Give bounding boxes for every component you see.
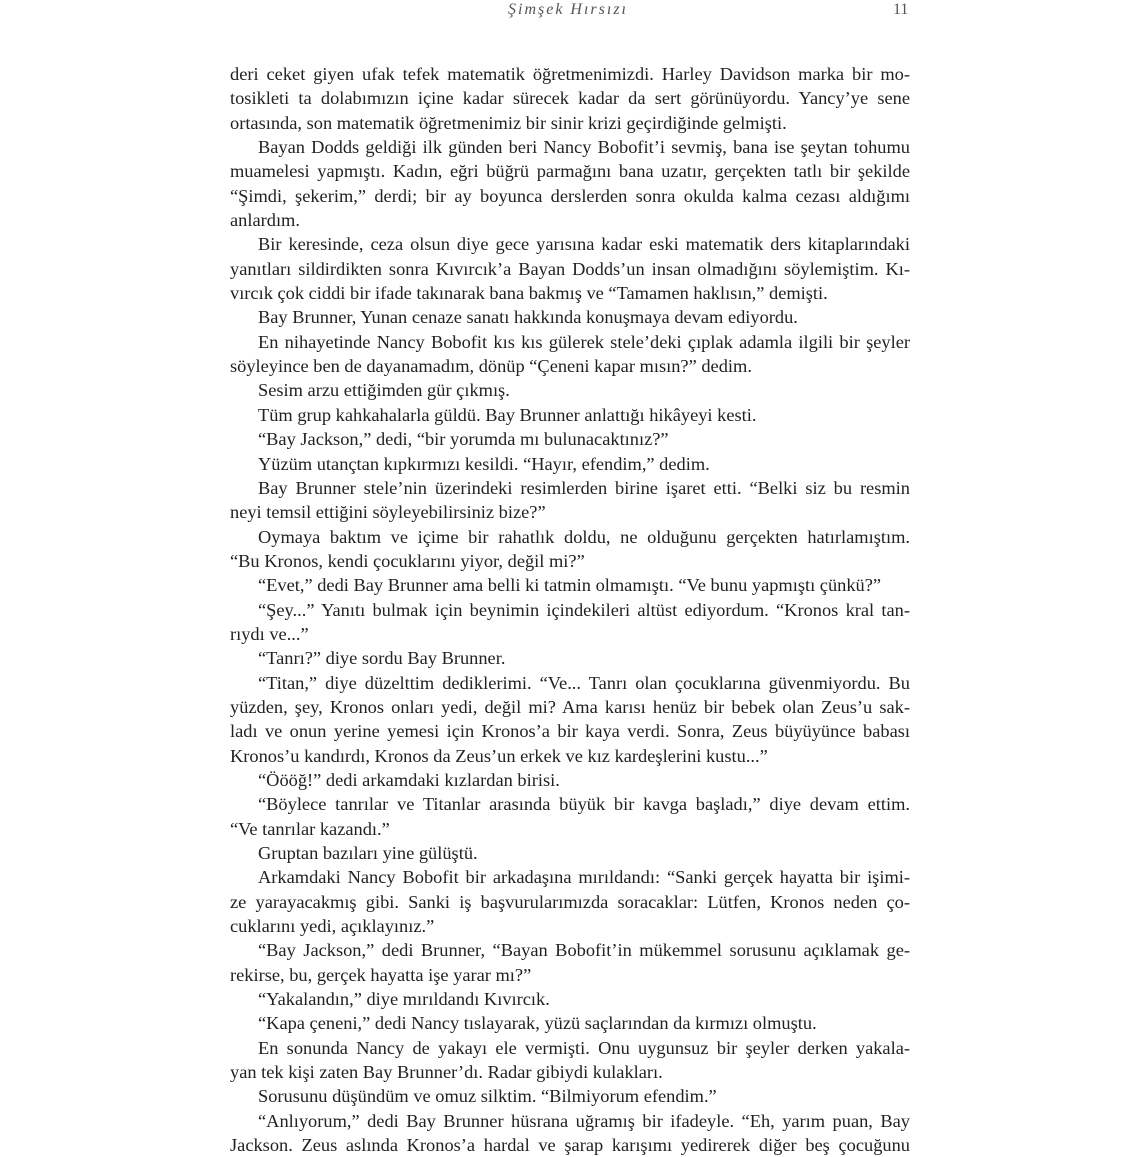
text-line: Tüm grup kahkahalarla güldü. Bay Brunner anlattığı hikâyeyi kesti. — [258, 404, 757, 425]
text-line: vırcık çok ciddi bir ifade takınarak bana bakmış ve “Tamamen haklısın,” demişti. — [230, 283, 828, 304]
text-line: Bayan Dodds geldiği ilk günden beri Nancy Bobofit’i sevmiş, bana ise şeytan tohumu — [258, 137, 910, 158]
body-text — [230, 62, 910, 1157]
text-line: Arkamdaki Nancy Bobofit bir arkadaşına mırıldandı: “Sanki gerçek hayatta bir işimi- — [258, 867, 910, 888]
text-line: “Evet,” dedi Bay Brunner ama belli ki tatmin olmamıştı. “Ve bunu yapmıştı çünkü?” — [258, 575, 882, 596]
running-title: Şimşek Hırsızı — [508, 1, 628, 18]
text-line: yanıtları sildirdikten sonra Kıvırcık’a Bayan Dodds’un insan olmadığını söylemiştim. Kı- — [230, 258, 910, 279]
text-line: deri ceket giyen ufak tefek matematik öğretmenimizdi. Harley Davidson marka bir mo- — [230, 64, 910, 84]
running-header — [0, 0, 1140, 24]
text-line: “Yakalandın,” diye mırıldandı Kıvırcık. — [258, 989, 550, 1010]
text-line: anlardım. — [230, 210, 300, 231]
text-line: Sesim arzu ettiğimden gür çıkmış. — [258, 380, 510, 401]
text-line: Gruptan bazıları yine gülüştü. — [258, 843, 478, 863]
text-line: “Şey...” Yanıtı bulmak için beynimin içindekileri altüst ediyordum. “Kronos kral tan- — [258, 599, 910, 620]
text-line: “Ve tanrılar kazandı.” — [230, 818, 390, 839]
text-line: rıydı ve...” — [230, 623, 309, 644]
text-line: yüzden, şey, Kronos onları yedi, değil mi? Ama karısı henüz bir bebek olan Zeus’u sak- — [230, 696, 910, 717]
text-line: neyi temsil ettiğini söyleyebilirsiniz bize?” — [230, 502, 546, 523]
text-line: Bay Brunner stele’nin üzerindeki resimlerden birine işaret etti. “Belki siz bu resmin — [258, 477, 910, 498]
text-line: rekirse, bu, gerçek hayatta işe yarar mı?” — [230, 964, 532, 985]
text-line: Jackson. Zeus aslında Kronos’a hardal ve şarap karışımı yedirerek diğer beş çocuğunu — [230, 1135, 910, 1156]
text-line: Kronos’u kandırdı, Kronos da Zeus’un erkek ve kız kardeşlerini kustu...” — [230, 745, 768, 766]
text-line: söyleyince ben de dayanamadım, dönüp “Çeneni kapar mısın?” dedim. — [230, 356, 752, 377]
text-line: “Kapa çeneni,” dedi Nancy tıslayarak, yüzü saçlarından da kırmızı olmuştu. — [258, 1013, 817, 1034]
text-line: ze yarayacakmış gibi. Sanki iş başvurularımızda soracaklar: Lütfen, Kronos neden ço- — [230, 891, 910, 912]
text-line: “Öööğ!” dedi arkamdaki kızlardan birisi. — [258, 769, 560, 790]
text-line: cuklarını yedi, açıklayınız.” — [230, 916, 435, 937]
text-line: Yüzüm utançtan kıpkırmızı kesildi. “Hayır, efendim,” dedim. — [258, 453, 710, 474]
text-line: Sorusunu düşündüm ve omuz silktim. “Bilmiyorum efendim.” — [258, 1086, 717, 1107]
text-line: En sonunda Nancy de yakayı ele vermişti. Onu uygunsuz bir şeyler derken yakala- — [258, 1037, 910, 1058]
text-line: muamelesi yapmıştı. Kadın, eğri büğrü parmağını bana uzatır, gerçekten tatlı bir şekilde — [230, 161, 910, 182]
text-line: “Bay Jackson,” dedi Brunner, “Bayan Bobofit’in mükemmel sorusunu açıklamak ge- — [258, 940, 910, 961]
text-line: ladı ve onun yerine yemesi için Kronos’a bir kaya verdi. Sonra, Zeus büyüyünce babası — [230, 721, 910, 742]
text-line: tosikleti ta dolabımızın içine kadar sürecek kadar da sert görünüyordu. Yancy’ye sene — [230, 88, 910, 109]
text-line: “Tanrı?” diye sordu Bay Brunner. — [258, 648, 506, 669]
text-line: Bay Brunner, Yunan cenaze sanatı hakkında konuşmaya devam ediyordu. — [258, 307, 798, 328]
text-line: yan tek kişi zaten Bay Brunner’dı. Radar gibiydi kulakları. — [230, 1062, 663, 1083]
text-line: “Titan,” diye düzelttim dediklerimi. “Ve... Tanrı olan çocuklarına güvenmiyordu. Bu — [258, 672, 910, 693]
page-number: 11 — [893, 1, 909, 18]
text-line: “Anlıyorum,” dedi Bay Brunner hüsrana uğramış bir ifadeyle. “Eh, yarım puan, Bay — [258, 1110, 910, 1131]
text-line: Bir keresinde, ceza olsun diye gece yarısına kadar eski matematik ders kitaplarındaki — [258, 234, 910, 255]
text-line: “Şimdi, şekerim,” derdi; bir ay boyunca derslerden sonra okulda kalma cezası aldığımı — [230, 185, 910, 206]
text-line: En nihayetinde Nancy Bobofit kıs kıs gülerek stele’deki çıplak adamla ilgili bir şeyler — [258, 331, 910, 352]
text-line: ortasında, son matematik öğretmenimiz bir sinir krizi geçirdiğinde gelmişti. — [230, 112, 787, 133]
text-line: “Bay Jackson,” dedi, “bir yorumda mı bulunacaktınız?” — [258, 429, 669, 450]
text-line: “Böylece tanrılar ve Titanlar arasında büyük bir kavga başladı,” diye devam ettim. — [258, 794, 910, 815]
text-line: “Bu Kronos, kendi çocuklarını yiyor, değil mi?” — [230, 550, 585, 571]
text-line: Oymaya baktım ve içime bir rahatlık doldu, ne olduğunu gerçekten hatırlamıştım. — [258, 526, 910, 547]
